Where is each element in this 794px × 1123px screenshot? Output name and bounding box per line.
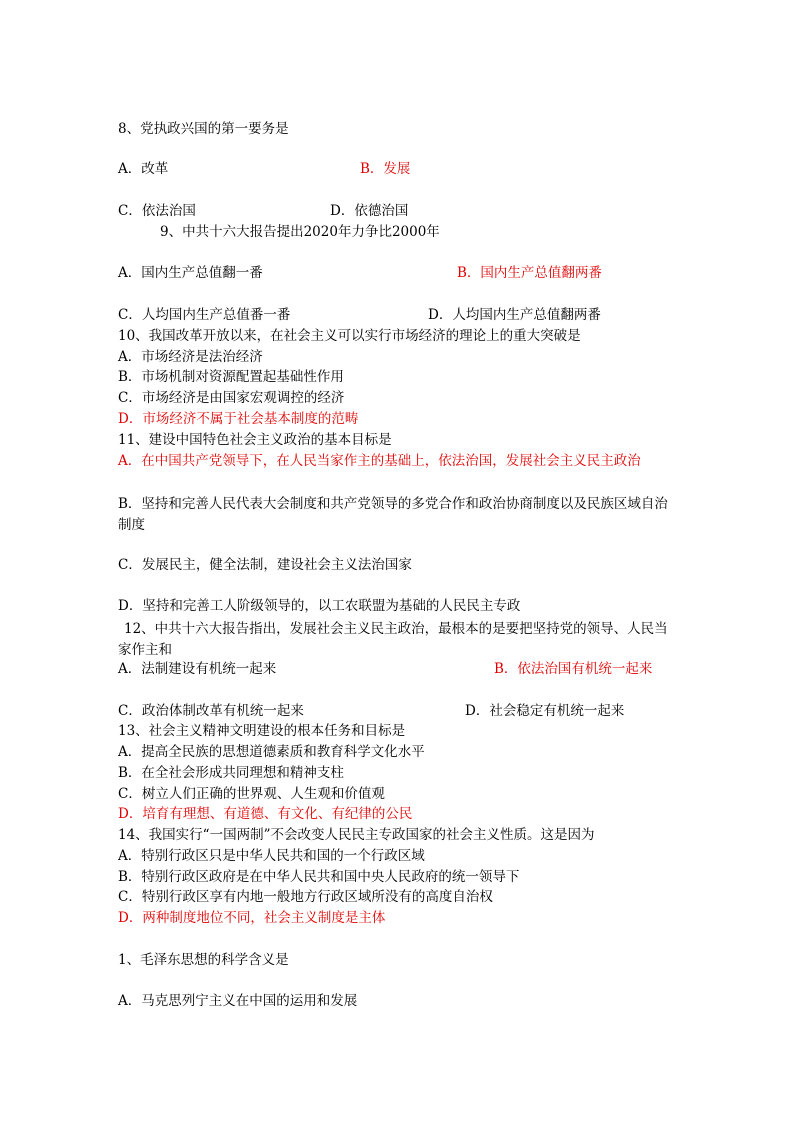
q8-option-d: D．依德治国 xyxy=(330,203,409,219)
q9-option-b-answer: B．国内生产总值翻两番 xyxy=(457,265,602,281)
q13-option-d-answer: D．培育有理想、有道德、有文化、有纪律的公民 xyxy=(118,806,413,822)
q14-option-c: C．特别行政区享有内地一般地方行政区域所没有的高度自治权 xyxy=(118,889,493,905)
q11-option-b: B．坚持和完善人民代表大会制度和共产党领导的多党合作和政治协商制度以及民族区域自治制度 xyxy=(118,496,668,533)
q12-option-b-answer: B．依法治国有机统一起来 xyxy=(494,661,653,677)
q11-option-a-answer: A．在中国共产党领导下，在人民当家作主的基础上，依法治国，发展社会主义民主政治 xyxy=(118,453,641,469)
q10-option-b: B．市场机制对资源配置起基础性作用 xyxy=(118,369,344,385)
q14-option-a: A．特别行政区只是中华人民共和国的一个行政区域 xyxy=(118,848,425,864)
q1-stem: 1、毛泽东思想的科学含义是 xyxy=(118,952,289,968)
q8-option-a: A．改革 xyxy=(118,161,169,177)
q8-option-c: C．依法治国 xyxy=(118,203,196,219)
q9-option-d: D．人均国内生产总值翻两番 xyxy=(428,307,601,323)
q9-stem: 9、中共十六大报告提出2020年力争比2000年 xyxy=(160,224,440,240)
q14-stem: 14、我国实行“一国两制”不会改变人民民主专政国家的社会主义性质。这是因为 xyxy=(118,827,595,843)
q8-option-b-answer: B．发展 xyxy=(360,161,411,177)
q14-option-d-answer: D．两种制度地位不同，社会主义制度是主体 xyxy=(118,910,386,926)
q14-option-b: B．特别行政区政府是在中华人民共和国中央人民政府的统一领导下 xyxy=(118,869,520,885)
q1-option-a: A．马克思列宁主义在中国的运用和发展 xyxy=(118,993,358,1009)
q11-option-c: C．发展民主，健全法制，建设社会主义法治国家 xyxy=(118,557,412,573)
q13-option-a: A．提高全民族的思想道德素质和教育科学文化水平 xyxy=(118,744,425,760)
q12-option-c: C．政治体制改革有机统一起来 xyxy=(118,703,304,719)
q9-option-c: C．人均国内生产总值番一番 xyxy=(118,307,291,323)
q11-stem: 11、建设中国特色社会主义政治的基本目标是 xyxy=(118,432,392,448)
q10-stem: 10、我国改革开放以来，在社会主义可以实行市场经济的理论上的重大突破是 xyxy=(118,328,581,344)
q8-stem: 8、党执政兴国的第一要务是 xyxy=(118,121,289,137)
q10-option-a: A．市场经济是法治经济 xyxy=(118,349,263,365)
q12-option-a: A．法制建设有机统一起来 xyxy=(118,661,277,677)
q13-stem: 13、社会主义精神文明建设的根本任务和目标是 xyxy=(118,723,406,739)
q13-option-b: B．在全社会形成共同理想和精神支柱 xyxy=(118,765,344,781)
q10-option-d-answer: D．市场经济不属于社会基本制度的范畴 xyxy=(118,411,359,427)
q11-option-d: D．坚持和完善工人阶级领导的，以工农联盟为基础的人民民主专政 xyxy=(118,598,521,614)
q9-option-a: A．国内生产总值翻一番 xyxy=(118,265,263,281)
q10-option-c: C．市场经济是由国家宏观调控的经济 xyxy=(118,390,345,406)
q12-option-d: D．社会稳定有机统一起来 xyxy=(465,703,625,719)
q13-option-c: C．树立人们正确的世界观、人生观和价值观 xyxy=(118,786,385,802)
q12-stem: 12、中共十六大报告指出，发展社会主义民主政治，最根本的是要把坚持党的领导、人民当家作主和 xyxy=(118,621,668,658)
